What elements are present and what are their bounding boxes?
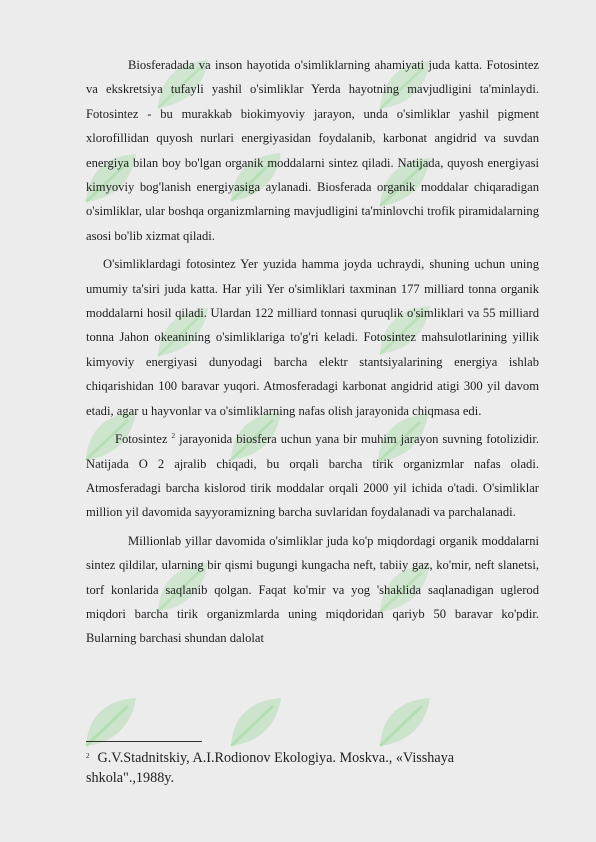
leaf-watermark-icon (223, 690, 287, 754)
paragraph-fossil-fuels: Millionlab yillar davomida o'simliklar juda ko'p miqdordagi organik moddalarni sintez qildilar, ularning bir qismi bugungi kungacha neft, tabiiy gaz, ko'mir, neft slanetsi, torf konlarida saqlanib qolgan. Faqat ko'mir va yog 'shaklida saqlanadigan uglerod miqdori barcha tirik organizmlarda uning miqdoridan qariyb 50 baravar ko'pdir. Bularning barchasi shundan dalolat (86, 533, 539, 646)
paragraph-photolysis-start: Fotosintez (115, 432, 172, 447)
footnote-reference[interactable]: 2 (171, 430, 176, 440)
paragraph-photolysis-rest: jarayonida biosfera uchun yana bir muhim jarayon suvning fotolizidir. Natijada O 2 ajralib chiqadi, bu orqali barcha tirik organizmlar nafas oladi. Atmosferadagi barcha kislorod tirik moddalar orqali 2000 yil ichida o'tadi. O'simliklar million yil davomida sayyoramizning barcha suvlaridan foydalanadi va parchalanadi. (86, 432, 540, 520)
footnote-marker: 2 (86, 751, 90, 760)
paragraph-photolysis (86, 427, 539, 525)
leaf-watermark-icon (78, 690, 142, 754)
document-body (86, 53, 539, 651)
paragraph-photosynthesis-scale: O'simliklardagi fotosintez Yer yuzida hamma joyda uchraydi, shuning uchun uning umumiy ta'siri juda katta. Har yili Yer o'simliklari taxminan 177 milliard tonna organik moddalarni hosil qiladi. Ulardan 122 milliard tonnasi quruqlik o'simliklari va 55 milliard tonna Jahon okeanining o'simliklariga to'g'ri keladi. Fotosintez mahsulotlarining yillik kimyoviy energiyasi dunyodagi barcha elektr stantsiyalarining energiya ishlab chiqarishidan 100 baravar yuqori. Atmosferadagi karbonat angidrid atigi 300 yil davom etadi, agar u hayvonlar va o'simliklarning nafas olish jarayonida chiqmasa edi. (86, 257, 539, 418)
footnote-text: G.V.Stadnitskiy, A.I.Rodionov Ekologiya. Moskva., «Visshaya shkola".,1988y. (86, 750, 455, 786)
leaf-watermark-icon (372, 690, 436, 754)
paragraph-biosphere-plants: Biosferadada va inson hayotida o'simliklarning ahamiyati juda katta. Fotosintez va ekskretsiya tufayli yashil o'simliklar Yerda hayotning mavjudligini ta'minlaydi. Fotosintez - bu murakkab biokimyoviy jarayon, unda o'simliklar yashil pigment xlorofillidan quyosh nurlari energiyasidan foydalanib, karbonat angidrid va suvdan energiya bilan boy bo'lgan organik moddalarni sintez qiladi. Natijada, quyosh energiyasi kimyoviy bog'lanish energiyasiga aylanadi. Biosferada organik moddalar chiqaradigan o'simliklar, ular boshqa organizmlarning mavjudligini ta'minlovchi trofik piramidalarning asosi bo'lib xizmat qiladi. (86, 58, 539, 243)
footnote-separator (86, 741, 202, 742)
footnote (86, 748, 526, 788)
